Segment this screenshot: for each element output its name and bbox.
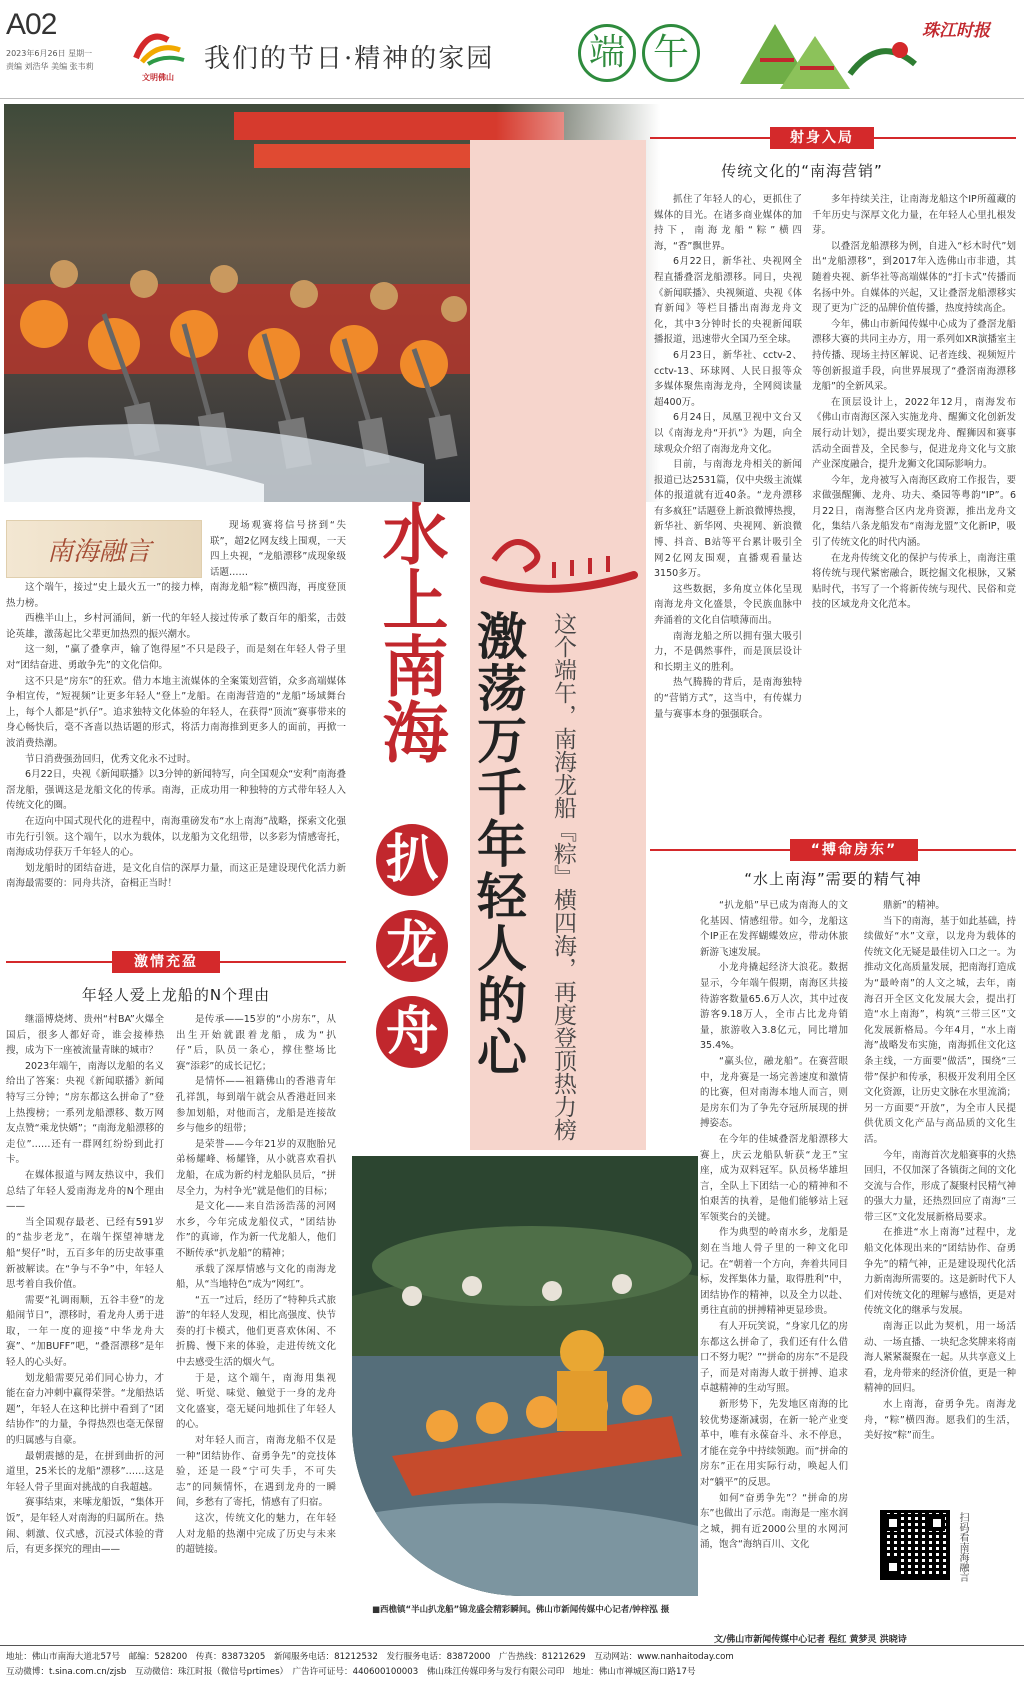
festival-char-1: 端 — [578, 24, 636, 82]
headline-char: 上 — [371, 566, 449, 632]
body-paragraph: 这次，传统文化的魅力，在年轻人对龙船的热潮中完成了历史与未来的超链接。 — [176, 1513, 336, 1556]
lead-paragraph: 6月22日，央视《新闻联播》以3分钟的新闻特写，向全国观众“安利”南海叠滘龙船，强调这是龙船文化的传承。南海，正成功用一种独特的方式带年轻人入传统文化的圈。 — [6, 769, 346, 812]
body-paragraph: 2023年端午，南海以龙船的名义给出了答案：央视《新闻联播》新闻特写三分钟；“房东都这么拼命了”登上热搜榜；一系列龙船漂移、数万网友点赞“乘龙快婿”；“南海龙船漂移的走位”……还有一群网红纷纷到此打卡。 — [6, 1060, 164, 1166]
body-paragraph: “五一”过后，经历了“特种兵式旅游”的年轻人发现，相比高强度、快节奏的打卡模式，他们更喜欢休闲、不折腾、慢下来的体验，走进传统文化中去感受生活的烟火气。 — [176, 1294, 336, 1369]
footer-divider — [0, 1645, 1024, 1646]
footer-line-1: 地址：佛山市南海大道北57号 邮编：528200 传真：83873205 新闻服务电话：81212532 发行服务电话：83872000 广告热线：81212629 互动网站：www.nanhaitoday.com — [6, 1652, 734, 1662]
body-paragraph: 在顶层设计上，2022年12月，南海发布《佛山市南海区深入实施龙舟、醒狮文化创新发展行动计划》，提出要实现龙舟、醒狮因和赛事活动全面普及，全民参与，促进龙舟文化与文旅产业深度融合，提升龙狮文化国际影响力。 — [812, 396, 1016, 471]
lead-paragraph: 现场观赛将信号挤到“失联”，超2亿网友线上围观，一天四上央视，“龙船漂移”成现象级话题…… — [210, 520, 346, 578]
lead-body — [6, 580, 346, 892]
headline-char: 南 — [371, 632, 449, 698]
body-paragraph: 水上南海，奋勇争先。南海龙舟，“粽”横四海。愿我们的生活，美好按“粽”而生。 — [864, 1399, 1016, 1442]
lead-paragraph: 这不只是“房东”的狂欢。借力本地主流媒体的全案策划营销，众多高端媒体争相宣传，“短视频”让更多年轻人“登上”龙船。在南海营造的“龙船”场域舞台上，每个人都是“扒仔”。追求独特文化体验的年轻人，在获得“顶流”赛事带来的身心畅快后，毫不吝啬以热话题的形式，将活力南海推到更多人的面前，再掀一波消费热潮。 — [6, 675, 346, 749]
page-header — [0, 0, 1024, 100]
civilization-logo-icon — [128, 28, 188, 68]
right-bottom-col-1 — [700, 898, 848, 1553]
body-paragraph: 当全国观存最老、已经有591岁的“盐步老龙”，在端午探望神塘龙船“契仔”时，五百多年的历史故事重新被解读。在“争与不争”中，年轻人思考着自我价值。 — [6, 1216, 164, 1291]
column-logo — [6, 520, 202, 578]
body-paragraph: 是文化——来自浩汤浩荡的河网水乡，今年完成龙船仪式，“团结协作”的真谛，作为新一代龙船人，他们不断传承“扒龙船”的精神； — [176, 1201, 336, 1259]
zongzi-decoration-icon — [720, 14, 920, 94]
headline-circle-char: 扒 — [376, 824, 448, 896]
lead-paragraph: 这个端午，接过“史上最火五一”的接力棒，南海龙船“粽”横四海，再度登顶热力榜。 — [6, 582, 346, 609]
page-number: A02 — [6, 8, 57, 41]
body-paragraph: 如何“奋勇争先”？“拼命的房东”也做出了示范。南海是一座水润之城，拥有近2000公里的水网河涌，饱含“海纳百川、文化 — [700, 1492, 848, 1551]
headline-circle-char: 舟 — [376, 996, 448, 1068]
body-paragraph: 6月23日，新华社、cctv-2、cctv-13、环球网、人民日报等众多媒体聚焦南海龙舟，全网阅读量超400万。 — [654, 349, 802, 408]
bottom-photo-banshan-dragon-boat — [352, 1156, 698, 1596]
body-paragraph: 多年持续关注，让南海龙船这个IP所蕴藏的千年历史与深厚文化力量，在年轻人心里扎根发芽。 — [812, 194, 1016, 237]
lead-paragraph: 节日消费强劲回归，优秀文化永不过时。 — [25, 753, 197, 765]
body-paragraph: 热气腾腾的背后，是南海独特的“营销方式”，这当中，有传媒力量与赛事本身的强强联合。 — [654, 677, 802, 720]
body-paragraph: 小龙舟撬起经济大浪花。数据显示，今年端午假期，南海区共接待游客数量65.6万人次，其中过夜游客9.18万人，全市占比龙舟销量，旅游收入3.8亿元，同比增加35.4%。 — [700, 962, 848, 1052]
dragon-boat-illustration-icon — [474, 520, 644, 600]
body-paragraph: 在媒体报道与网友热议中，我们总结了年轻人爱南海龙舟的N个理由—— — [6, 1169, 164, 1213]
headline-main-title: 激荡万千年轻人的心 — [469, 610, 527, 1078]
body-paragraph: 这些数据，多角度立体化呈现南海龙舟文化盛景，令民族血脉中奔涌着的文化自信喷薄而出。 — [654, 583, 802, 627]
lead-paragraph: 这一刻，“赢了叠拿声，输了饱得屋”不只是段子，而是刻在年轻人骨子里对“团结奋进、勇敢争先”的文化信仰。 — [6, 644, 346, 671]
body-paragraph: 继淄博烧烤、贵州“村BA”火爆全国后，很多人都好奇，谁会接棒热搜，成为下一座被流量青睐的城市？ — [6, 1014, 164, 1057]
headline-circle-char: 龙 — [376, 910, 448, 982]
left-subhead: 年轻人爱上龙船的N个理由 — [81, 986, 271, 1004]
bottom-photo-caption: ■西樵镇“半山扒龙船”锦龙盛会精彩瞬间。佛山市新闻传媒中心记者/钟梓泓 摄 — [372, 1605, 670, 1615]
body-paragraph: 抓住了年轻人的心，更抓住了媒体的目光。在诸多商业媒体的加持下，南海龙船“粽”横四海，“香”飘世界。 — [654, 194, 802, 252]
right-top-col-1 — [654, 192, 802, 722]
left-col-2 — [176, 1012, 336, 1558]
section-badge-passion: 激情充盈 — [112, 951, 220, 973]
headline-circle-chars — [376, 824, 456, 1082]
lead-paragraph: 划龙船时的团结奋进，是文化自信的深厚力量，而这正是建设现代化活力新南海最需要的：同舟共济，奋楫正当时！ — [6, 862, 346, 890]
festival-seals — [578, 24, 718, 84]
civilization-logo — [128, 28, 188, 84]
right-bottom-subhead: “水上南海”需要的精气神 — [744, 870, 922, 888]
header-divider — [0, 98, 1024, 99]
body-paragraph: 以叠滘龙船漂移为例，自进入“杉木时代”划出“龙船漂移”，到2017年入选佛山市非遗，其随着央视、新华社等高端媒体的“打卡式”传播而名扬中外。自媒体的兴起，又让叠滘龙船漂移实现了更为广泛的品牌价值传播，热度持续高企。 — [812, 240, 1016, 315]
lead-paragraph: 西樵半山上，乡村河涌间，新一代的年轻人接过传承了数百年的船桨，击鼓论英雄，激荡起比父辈更加热烈的振兴潮水。 — [6, 613, 346, 640]
body-paragraph: 于是，这个端午，南海用集视觉、听觉、味觉、触觉于一身的龙舟文化盛宴，毫无疑问地抓住了年轻人的心。 — [176, 1372, 336, 1431]
right-bottom-col-2 — [864, 898, 1016, 1444]
section-badge-landlord: “搏命房东” — [790, 839, 918, 861]
banner-title: 我们的节日·精神的家园 — [204, 44, 495, 74]
body-paragraph: 在今年的佳城叠滘龙船漂移大赛上，庆云龙船队斩获“龙王”宝座，成为双料冠军。队员杨华雄坦言，全队上下团结一心的精神和不怕艰苦的执着，是他们能够站上冠军领奖台的关键。 — [700, 1133, 848, 1223]
right-top-col-2 — [812, 192, 1016, 613]
body-paragraph: “扒龙船”早已成为南海人的文化基因、情感纽带。如今，龙船这个IP正在发挥蝴蝶效应，带动休旅新游飞速发展。 — [700, 900, 848, 958]
body-paragraph: “赢头位，融龙船”。在赛营眼中，龙舟赛是一场完善速度和激情的比赛，但对南海本地人而言，则是房东们为了争先夺冠所展现的拼搏姿态。 — [700, 1055, 848, 1130]
body-paragraph: 南海正以此为契机，用一场活动、一场直播、一块纪念奖牌来将南海人紧紧凝聚在一起。从共享意义上看，龙舟带来的经济价值，更是一种精神的回归。 — [864, 1321, 1017, 1395]
body-paragraph: 6月24日，凤凰卫视中文台又以《南海龙舟“开扒”》为题，向全球观众介绍了南海龙舟文化。 — [654, 412, 802, 455]
body-paragraph: 6月22日，新华社、央视网全程直播叠滘龙船漂移。同日，央视《新闻联播》、央视频道、央视《体育新闻》等栏目播出南海龙舟文化，其中3分钟时长的央视新闻联播报道，迅速带火全国乃至全球。 — [654, 256, 802, 346]
qr-code[interactable] — [880, 1510, 950, 1580]
festival-char-2: 午 — [642, 24, 700, 82]
byline: 文/佛山市新闻传媒中心记者 程红 黄梦灵 洪晓诗 — [714, 1635, 907, 1645]
column-logo-text: 南海融言 — [47, 537, 152, 567]
date-line: 2023年6月26日 星期一 — [6, 49, 93, 58]
body-paragraph: 是荣誉——今年21岁的双胞胎兄弟杨耀峰、杨耀锋，从小就喜欢看扒龙船，在成为新约村龙船队员后，“拼尽全力，为村争光”就是他们的目标； — [176, 1138, 336, 1197]
right-top-subhead: 传统文化的“南海营销” — [721, 162, 883, 180]
logo-text: 文明佛山 — [142, 73, 174, 82]
qr-finder-icon — [885, 1515, 901, 1531]
headline-water-nanhai — [372, 500, 448, 820]
editors-line: 责编 刘浩华 美编 张韦莉 — [6, 62, 94, 71]
body-paragraph: 在龙舟传统文化的保护与传承上，南海注重将传统与现代紧密融合，既挖掘文化根脉，又紧贴时代，书写了一个将新传统与现代、民俗和竞技的区域龙舟文化范本。 — [812, 552, 1016, 611]
body-paragraph: 当下的南海，基于如此基础，持续做好“水”文章，以龙舟为载体的传统文化无疑是最佳切入口之一。为推动文化高质量发展，把南海打造成为“最岭南”的人文之城，去年，南海召开全区文化发展大会，提出打造“水上南海”，构筑“三带三区”文化发展新格局。今年4月，“水上南海”战略发布实施，南海抓住文化这条主线，一方面要“做活”，围绕“三带”保护和传承，积极开发利用全区文化资源，让历史文脉在水里流淌；另一方面要“开放”，为全市人民提供优质文化产品与高品质的文化生活。 — [864, 915, 1017, 1145]
body-paragraph: 在推进“水上南海”过程中，龙船文化体现出来的“团结协作、奋勇争先”的精气神，正是建设现代化活力新南海所需要的。这是新时代下人们对传统文化的理解与感悟，更是对传统文化的继承与发展。 — [864, 1227, 1017, 1317]
body-paragraph: 有人开玩笑说，“身家几亿的房东都这么拼命了，我们还有什么借口不努力呢？”“拼命的房东”不是段子，而是对南海人敢于拼搏、追求卓越精神的生动写照。 — [700, 1321, 848, 1395]
masthead: 珠江时报 — [922, 21, 990, 41]
body-paragraph: 作为典型的岭南水乡，龙船是刻在当地人骨子里的一种文化印记。在“朝着一个方向，奔着共同目标，发挥集体力量，取得胜利”中，团结协作的精神，以及全力以赴、勇往直前的拼搏精神更显珍贵。 — [700, 1227, 848, 1317]
headline-char: 海 — [371, 698, 449, 764]
body-paragraph: 是情怀——祖籍佛山的香港青年孔祥凯，每到端午就会从香港赶回来参加划船，对他而言，龙船是连接故乡与他乡的纽带； — [176, 1076, 336, 1135]
qr-finder-icon — [929, 1515, 945, 1531]
body-paragraph: 赛事结束，来嗦龙船饭，“集体开饭”，是年轻人对南海的归属所在。热闹、刺激、仪式感，沉浸式体验的背后，有更多探究的理由—— — [6, 1497, 164, 1556]
body-paragraph: 新形势下，先发地区南海的比较优势逐渐减弱，在新一轮产业变革中，唯有永葆奋斗、永不停息，才能在竞争中持续领跑。而“拼命的房东”正在用实际行动，唤起人们对“躺平”的反思。 — [700, 1399, 848, 1488]
body-paragraph: 鼎新”的精神。 — [883, 900, 945, 911]
banshan-dragon-boat-photo — [352, 1156, 698, 1596]
body-paragraph: 对年轻人而言，南海龙船不仅是一种“团结协作、奋勇争先”的竞技体验，还是一段“宁可失手，不可失志”的同频情怀，在遇到龙舟的一瞬间，乡愁有了寄托，情感有了归宿。 — [176, 1435, 336, 1509]
body-paragraph: 今年，佛山市新闻传媒中心成为了叠滘龙船漂移大赛的共同主办方，用一系列如XR演播室主持传播、现场主持区解说、记者连线、视频短片等创新报道手段，向世界展现了“叠滘南海漂移龙船”的全新风采。 — [812, 318, 1016, 393]
section-badge-enter: 射身入局 — [770, 127, 874, 149]
headline-char: 水 — [371, 500, 449, 566]
left-col-1 — [6, 1012, 164, 1558]
body-paragraph: 是传承——15岁的“小房东”，从出生开始就跟着龙船，成为“扒仔”后，队员一条心，撑住整场比赛“添彩”的成长记忆； — [176, 1014, 336, 1072]
body-paragraph: 最朝震撼的是，在拼到曲折的河道里，25米长的龙船“漂移”……这是年轻人骨子里面对挑战的自我超越。 — [6, 1450, 164, 1493]
qr-finder-icon — [885, 1559, 901, 1575]
body-paragraph: 需要“礼调雨顺，五谷丰登”的龙船闹节日”，漂移时，看龙舟人勇于进取，一年一度的迎接“中华龙舟大赛”、“加BUFF”吧，“叠滘漂移”是年轻人的心头好。 — [6, 1294, 164, 1369]
lead-paragraph-first — [210, 518, 346, 580]
body-paragraph: 承载了深厚情感与文化的南海龙船，从“当地特色”成为“网红”。 — [176, 1263, 336, 1291]
qr-label: 扫码看南海融言 — [957, 1512, 968, 1582]
lead-paragraph: 在迈向中国式现代化的进程中，南海重磅发布“水上南海”战略，探索文化强市先行引领。这个端午，以水为载体，以龙船为文化纽带，以多彩为情感寄托，南海成功俘获万千年轻人的心。 — [6, 815, 346, 859]
body-paragraph: 今年，龙舟被写入南海区政府工作报告，要求做强醒狮、龙舟、功夫、桑园等粤韵“IP”。6月22日，南海整合区内龙舟资源，推出龙舟文化，集结八条龙船发布“南海龙盟”文化新IP，吸引了传统文化的时代内涵。 — [812, 474, 1016, 549]
headline-subtitle: 这个端午，南海龙船『粽』横四海，再度登顶热力榜 — [550, 612, 576, 1141]
footer-line-2: 互动微博：t.sina.com.cn/zjsb 互动微信：珠江时报（微信号prtimes） 广告许可证号：440600100003 佛山珠江传媒印务与发行有限公司印 地址：佛山市禅城区海口路17号 — [6, 1667, 696, 1677]
body-paragraph: 划龙船需要兄弟们同心协力，才能在奋力冲刺中赢得荣誉。“龙船热话题”，年轻人在这种比拼中看到了“团结协作”的力量，争得热烈也毫无保留的归属感与自豪。 — [6, 1372, 164, 1447]
body-paragraph: 南海龙船之所以拥有强大吸引力，不是偶然事件，而是顶层设计和长期主义的胜利。 — [654, 630, 802, 673]
body-paragraph: 今年，南海首次龙船赛事的火热回归，不仅加深了各镇街之间的文化交流与合作，形成了凝聚村民精气神的强大力量，还热烈回应了南海“三带三区”文化发展新格局要求。 — [864, 1149, 1017, 1223]
body-paragraph: 目前，与南海龙舟相关的新闻报道已达2531篇，仅中央级主流媒体的报道就有近40条。“龙舟漂移有多疯狂”话题登上新浪微博热搜，新华社、新华网、央视网、新浪微博、抖音、B站等平台累计吸引全网2亿网友围观，直播观看量达3150多万。 — [654, 459, 802, 580]
